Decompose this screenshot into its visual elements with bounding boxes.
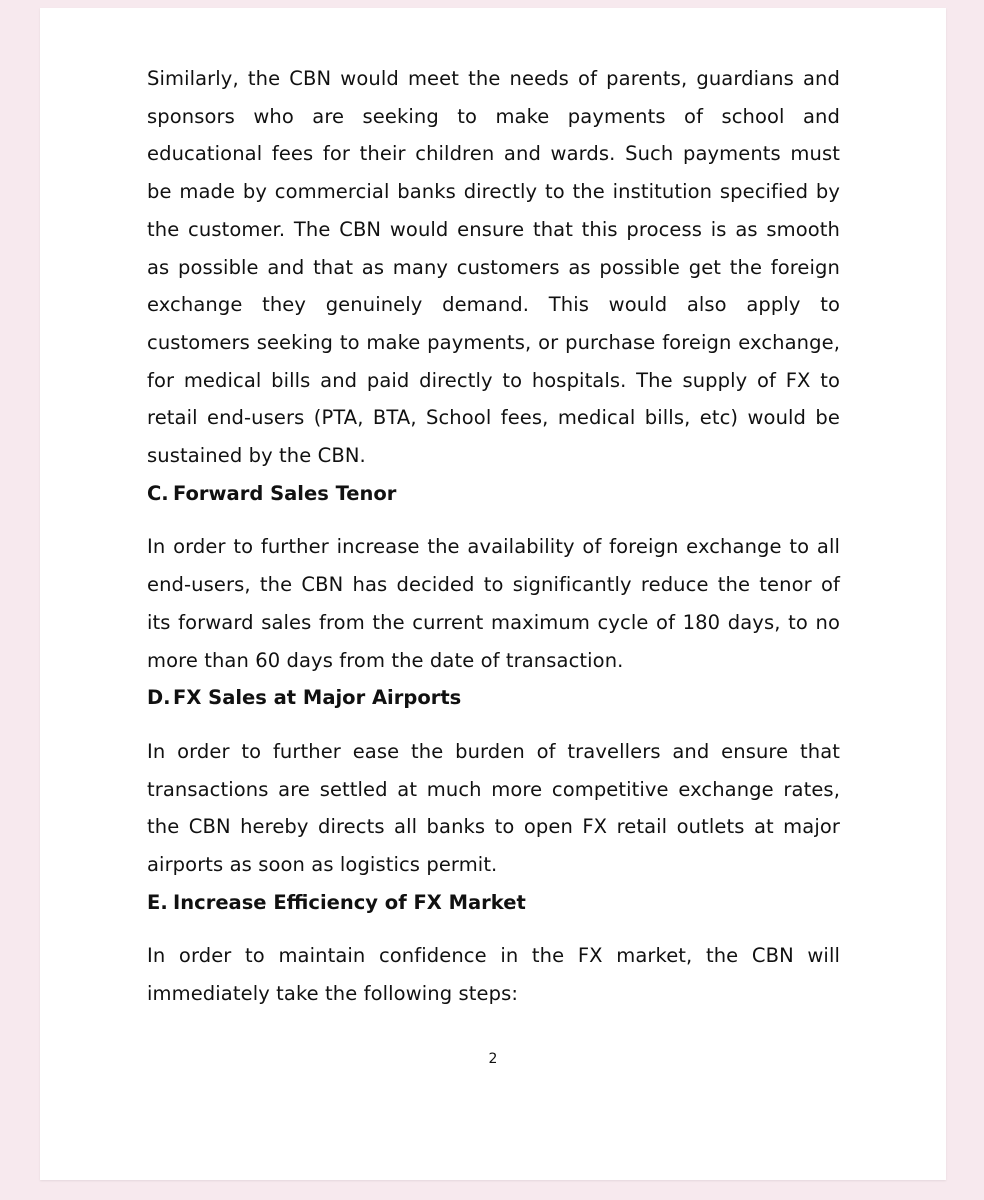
section-heading-e bbox=[147, 884, 840, 922]
page-number: 2 bbox=[488, 1051, 498, 1067]
document-page bbox=[40, 8, 946, 1180]
section-title: Increase Efficiency of FX Market bbox=[173, 890, 526, 914]
section-title: FX Sales at Major Airports bbox=[173, 686, 462, 710]
section-heading-d bbox=[147, 679, 840, 717]
section-heading-c bbox=[147, 475, 840, 513]
page-content bbox=[147, 60, 840, 1013]
section-title: Forward Sales Tenor bbox=[173, 481, 397, 505]
section-d-paragraph: In order to further ease the burden of travellers and ensure that transactions are settled at much more competitive exchange rates, the CBN hereby directs all banks to open FX retail outlets at major airports as soon as logistics permit. bbox=[147, 739, 840, 877]
section-letter: E. bbox=[147, 890, 168, 914]
section-e-paragraph: In order to maintain confidence in the FX market, the CBN will immediately take the following steps: bbox=[147, 944, 840, 1006]
body-paragraph: Similarly, the CBN would meet the needs of parents, guardians and sponsors who are seeking to make payments of school and educational fees for their children and wards. Such payments must be made by commercial banks directly to the institution specified by the customer. The CBN would ensure that this process is as smooth as possible and that as many customers as possible get the foreign exchange they genuinely demand. This would also apply to customers seeking to make payments, or purchase foreign exchange, for medical bills and paid directly to hospitals. The supply of FX to retail end-users (PTA, BTA, School fees, medical bills, etc) would be sustained by the CBN. bbox=[147, 67, 840, 468]
section-c-paragraph: In order to further increase the availability of foreign exchange to all end-users, the CBN has decided to significantly reduce the tenor of its forward sales from the current maximum cycle of 180 days, to no more than 60 days from the date of transaction. bbox=[147, 535, 840, 672]
section-letter: C. bbox=[147, 481, 169, 505]
section-letter: D. bbox=[147, 686, 171, 710]
